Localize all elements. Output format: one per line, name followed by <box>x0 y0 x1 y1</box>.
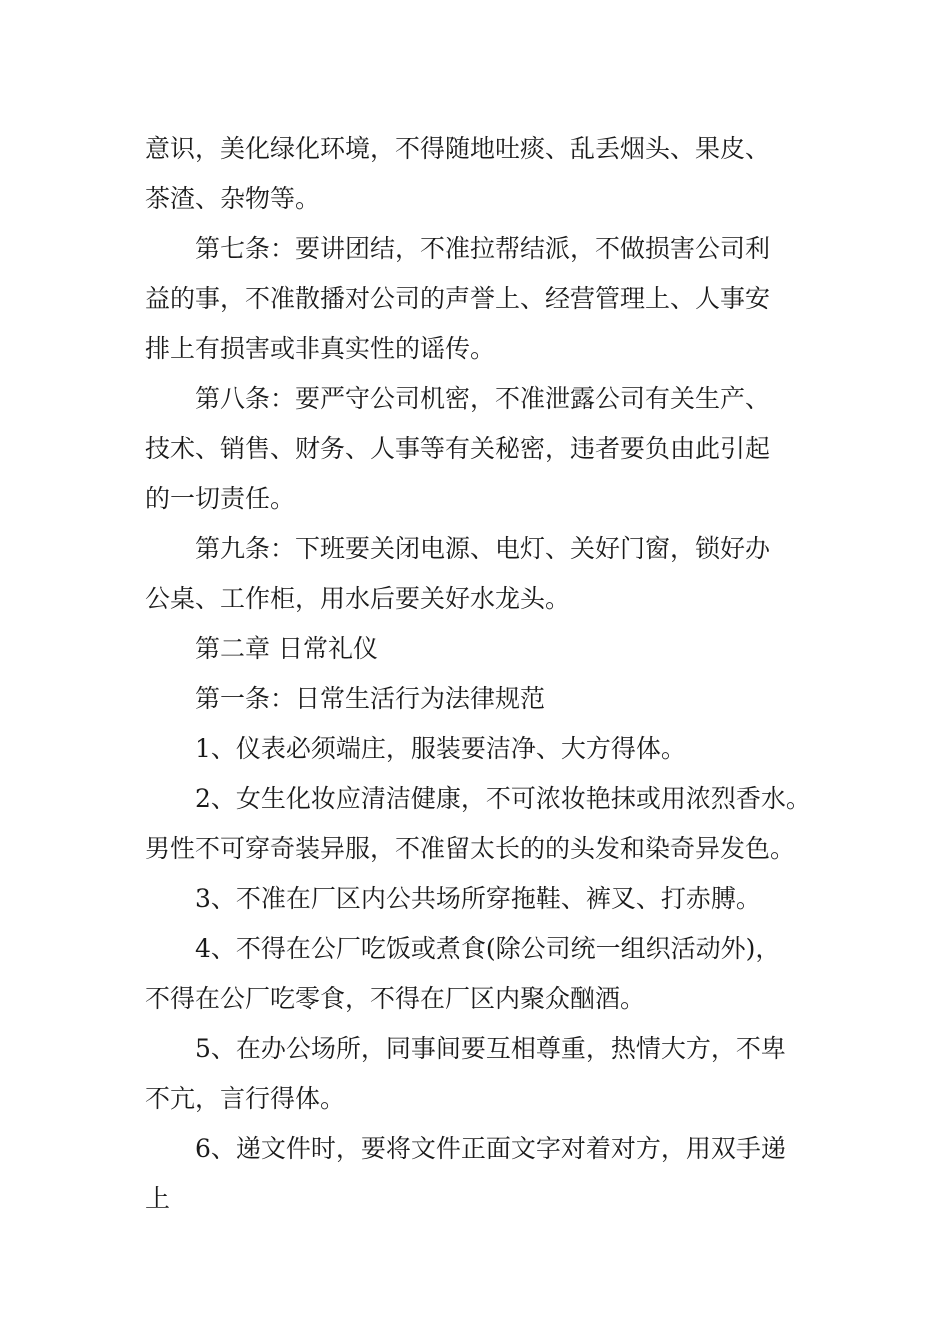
text-line: 男性不可穿奇装异服，不准留太长的的头发和染奇异发色。 <box>145 834 796 863</box>
text-line: 茶渣、杂物等。 <box>145 184 321 213</box>
text-line: 排上有损害或非真实性的谣传。 <box>145 334 496 363</box>
item-6-line: 6、递文件时，要将文件正面文字对着对方，用双手递 <box>195 1134 786 1163</box>
item-2-line: 2、女生化妆应清洁健康，不可浓妆艳抹或用浓烈香水。 <box>195 784 811 813</box>
text-line: 的一切责任。 <box>145 484 296 513</box>
text-line: 不得在公厂吃零食，不得在厂区内聚众酗酒。 <box>145 984 646 1013</box>
text-line: 不亢，言行得体。 <box>145 1084 346 1113</box>
article-9-line: 第九条：下班要关闭电源、电灯、关好门窗，锁好办 <box>195 534 771 563</box>
text-line: 意识，美化绿化环境，不得随地吐痰、乱丢烟头、果皮、 <box>145 134 771 163</box>
chapter-2-heading: 第二章 日常礼仪 <box>195 634 378 663</box>
text-line: 技术、销售、财务、人事等有关秘密，违者要负由此引起 <box>145 434 771 463</box>
document-body <box>145 124 810 1224</box>
text-line: 益的事，不准散播对公司的声誉上、经营管理上、人事安 <box>145 284 771 313</box>
item-3-line: 3、不准在厂区内公共场所穿拖鞋、裤叉、打赤膊。 <box>195 884 761 913</box>
item-4-line: 4、不得在公厂吃饭或煮食(除公司统一组织活动外)， <box>195 934 781 963</box>
item-5-line: 5、在办公场所，同事间要互相尊重，热情大方，不卑 <box>195 1034 786 1063</box>
article-1-heading: 第一条：日常生活行为法律规范 <box>195 684 546 713</box>
text-line: 上 <box>145 1184 171 1213</box>
article-8-line: 第八条：要严守公司机密，不准泄露公司有关生产、 <box>195 384 771 413</box>
item-1-line: 1、仪表必须端庄，服装要洁净、大方得体。 <box>195 734 686 763</box>
article-7-line: 第七条：要讲团结，不准拉帮结派，不做损害公司利 <box>195 234 771 263</box>
text-line: 公桌、工作柜，用水后要关好水龙头。 <box>145 584 571 613</box>
